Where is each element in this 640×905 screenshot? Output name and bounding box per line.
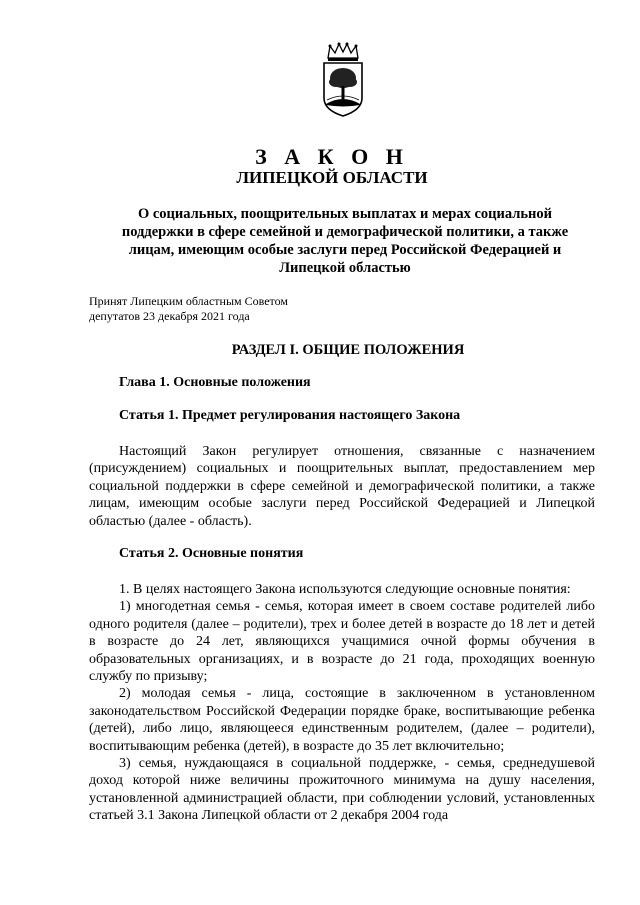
document-title: З А К О Н [255,144,409,169]
article-2-text [89,581,595,825]
chapter-heading: Глава 1. Основные положения [119,375,311,390]
article-2-item: 2) молодая семья - лица, состоящие в заключенном в установленном законодательством Российской Федерации порядке браке, воспитывающие ребенка (детей), либо лицо, являющееся единственным родителем, (далее – родители), воспитывающим ребенка (детей), в возрасте до 35 лет включительно; [89,686,595,754]
article-1-paragraph: Настоящий Закон регулирует отношения, связанные с назначением (присуждением) социальных и поощрительных выплат, предоставлением мер социальной поддержки в сфере семейной и демографической политики, а также лицам, имеющим особые заслуги перед Российской Федерацией и Липецкой областью (далее - область). [89,444,595,529]
article-2-heading: Статья 2. Основные понятия [119,546,304,561]
article-2-item: 3) семья, нуждающаяся в социальной поддержке, - семья, среднедушевой доход которой ниже величины прожиточного минимума на душу населения, установленной администрацией области, при соблюдении условий, установленных статьей 3.1 Закона Липецкой области от 2 декабря 2004 года [89,756,595,824]
article-2-item: 1) многодетная семья - семья, которая имеет в своем составе родителей либо одного родителя (далее – родители), трех и более детей в возрасте до 18 лет и детей в возрасте до 24 лет, являющихся учащимися очной формы обучения в образовательных организациях, и в возрасте до 21 года, проходящих военную службу по призыву; [89,599,595,685]
adoption-note [89,294,288,324]
lipetsk-coat-of-arms-icon [318,42,368,118]
article-1-heading: Статья 1. Предмет регулирования настоящего Закона [119,408,461,423]
section-heading: РАЗДЕЛ I. ОБЩИЕ ПОЛОЖЕНИЯ [231,342,465,358]
article-1-text [89,443,595,530]
article-2-item: 1. В целях настоящего Закона используются следующие основные понятия: [119,582,571,597]
region-title: ЛИПЕЦКОЙ ОБЛАСТИ [236,168,428,187]
adoption-line-2: депутатов 23 декабря 2021 года [89,309,250,323]
law-subtitle: О социальных, поощрительных выплатах и мерах социальной поддержки в сфере семейной и демографической политики, а также лицам, имеющим особые заслуги перед Российской Федерацией и Липецкой областью [121,206,569,276]
adoption-line-1: Принят Липецким областным Советом [89,294,288,308]
